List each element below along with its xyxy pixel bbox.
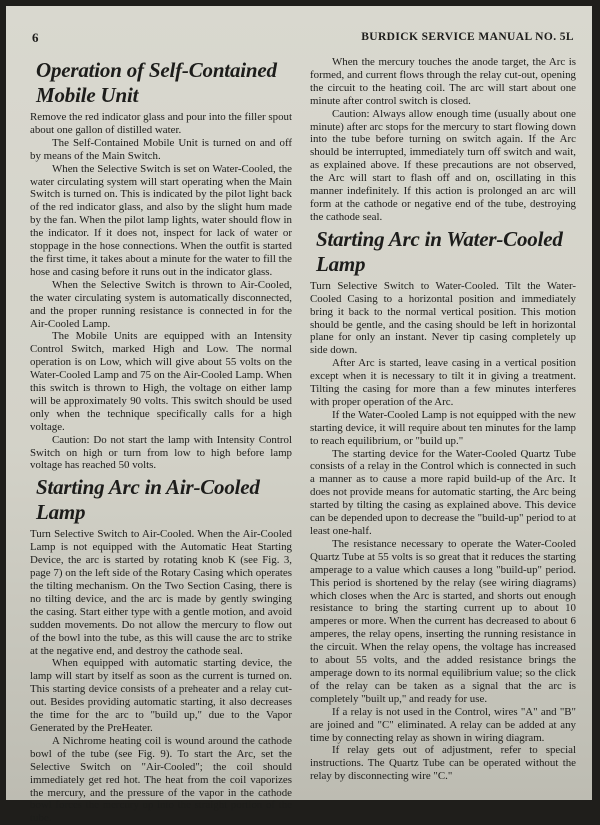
- paragraph: When equipped with automatic starting device, the lamp will start by itself as soon as the current is turned on. This starting device consists of a preheater and a relay cut-out. Besides providing automatic starting, it also decreases the time for the arc to "build up," due to the Vapor Generated by the PreHeater.: [30, 657, 292, 734]
- section-title-air-cooled: Starting Arc in Air-Cooled Lamp: [36, 475, 260, 525]
- left-column: [30, 56, 292, 825]
- paragraph: When the mercury touches the anode target, the Arc is formed, and current flows through the relay cut-out, opening the circuit to the heating coil. The arc will start about one minute after control switch is closed.: [310, 56, 576, 107]
- paragraph: Turn Selective Switch to Water-Cooled. Tilt the Water-Cooled Casing to a horizontal position and immediately bring it back to the normal vertical position. This motion should be gentle, and the casing should be left in horizontal plane for only an instant. Never tip casing completely up side down.: [310, 279, 576, 357]
- paragraph: The Mobile Units are equipped with an Intensity Control Switch, marked High and Low. The normal operation is on Low, which will give about 55 volts on the Water-Cooled Lamp and 75 on the Air-Cooled Lamp. When this switch is thrown to High, the voltage on either lamp will be approximately 90 volts. This switch should be used only when the technique specifically calls for a high voltage.: [30, 330, 292, 433]
- running-title: BURDICK SERVICE MANUAL NO. 5L: [361, 31, 574, 43]
- paragraph: Turn Selective Switch to Air-Cooled. When the Air-Cooled Lamp is not equipped with the Automatic Heat Starting Device, the arc is started by rotating knob K (see Fig. 3, page 7) on the left side of the Rotary Casing which operates the tilting mechanism. On the Two Section Casing, there is no tilting device, and the arc is made by gently swinging the casing. Start either type with a gentle motion, and avoid sudden movements. Do not allow the mercury to flow out of the bowl into the tube, as this will cause the arc to strike at the negative end, and destroy the cathode seal.: [30, 528, 292, 657]
- right-column: [310, 56, 576, 796]
- paragraph: A Nichrome heating coil is wound around the cathode bowl of the tube (see Fig. 9). To start the Arc, set the Selective Switch on "Air-Cooled"; the coil should immediately get red hot. The heat from the coil vaporizes the mercury, and the pressure of the vapor in the cathode bowl forces the mercury up into the straight portion of the tube.: [30, 734, 292, 825]
- paragraph: When the Selective Switch is set on Water-Cooled, the water circulating system will start operating when the Main Switch is turned on. This is indicated by the pilot light back of the red indicator glass, and also by the slight hum made by the fan. When the pilot lamp lights, water should flow in the indicator. If it does not, inspect for lack of water or stoppage in the hose connections. When the outfit is started the first time, it takes about a minute for the water to fill the hose and casing before it runs out in the indicator glass.: [30, 162, 292, 278]
- page-header: [6, 30, 592, 48]
- manual-page: [6, 6, 592, 825]
- paragraph: The resistance necessary to operate the Water-Cooled Quartz Tube at 55 volts is so great that it reduces the starting amperage to a value which causes a long "build-up" period. This period is shortened by the relay (see wiring diagrams) which closes when the Arc is started, and shorts out enough resistance to bring the starting current up to about 10 amperes or more. When the current has decreased to about 6 amperes, the relay opens, inserting the running resistance in the circuit. When the relay opens, the voltage has increased to about 55 volts, and the added resistance brings the amperage down to its normal equilibrium value; so the click of the relay can be taken as a signal that the arc is completely "built up," and ready for use.: [310, 537, 576, 705]
- paragraph: If relay gets out of adjustment, refer to special instructions. The Quartz Tube can be operated without the relay by disconnecting wire "C.": [310, 744, 576, 783]
- paragraph: If a relay is not used in the Control, wires "A" and "B" are joined and "C" eliminated. A relay can be added at any time by connecting relay as shown in wiring diagram.: [310, 705, 576, 744]
- page-number: 6: [32, 30, 39, 45]
- paragraph: When the Selective Switch is thrown to Air-Cooled, the water circulating system is automatically disconnected, and the proper running resistance is connected in for the Air-Cooled Lamp.: [30, 278, 292, 330]
- paragraph: Remove the red indicator glass and pour into the filler spout about one gallon of distilled water.: [30, 111, 292, 136]
- caution-paragraph: Caution: Do not start the lamp with Intensity Control Switch on high or turn from low to high before lamp voltage has reached 50 volts.: [30, 433, 292, 472]
- paragraph: After Arc is started, leave casing in a vertical position except when it is necessary to tilt it in giving a treatment. Tilting the casing for more than a few minutes interferes with proper operation of the Arc.: [310, 357, 576, 408]
- section-title-water-cooled: Starting Arc in Water-Cooled Lamp: [316, 226, 563, 276]
- paragraph: The starting device for the Water-Cooled Quartz Tube consists of a relay in the Control which is connected in such a manner as to cause a more rapid build-up of the Arc. It does not provide means for automatic starting, the Arc being started by tilting the casing as explained above. This device can be depended upon to decrease the "build-up" period to at least one-half.: [310, 447, 576, 537]
- section-title-mobile-unit: Operation of Self-Contained Mobile Unit: [36, 58, 277, 107]
- paragraph: The Self-Contained Mobile Unit is turned on and off by means of the Main Switch.: [30, 136, 292, 162]
- paragraph: If the Water-Cooled Lamp is not equipped with the new starting device, it will require about ten minutes for the lamp to reach equilibrium, or "build up.": [310, 408, 576, 447]
- caution-paragraph: Caution: Always allow enough time (usually about one minute) after arc stops for the mercury to start flowing down into the tube before turning on switch again. If the Arc should be interrupted, immediately turn off switch and wait, as explained above. If these precautions are not observed, the Arc will start to flash off and on, oscillating in this manner indefinitely. If this action is prolonged an arc will form at the cathode or negative end of the tube, destroying the cathode seal.: [310, 107, 576, 223]
